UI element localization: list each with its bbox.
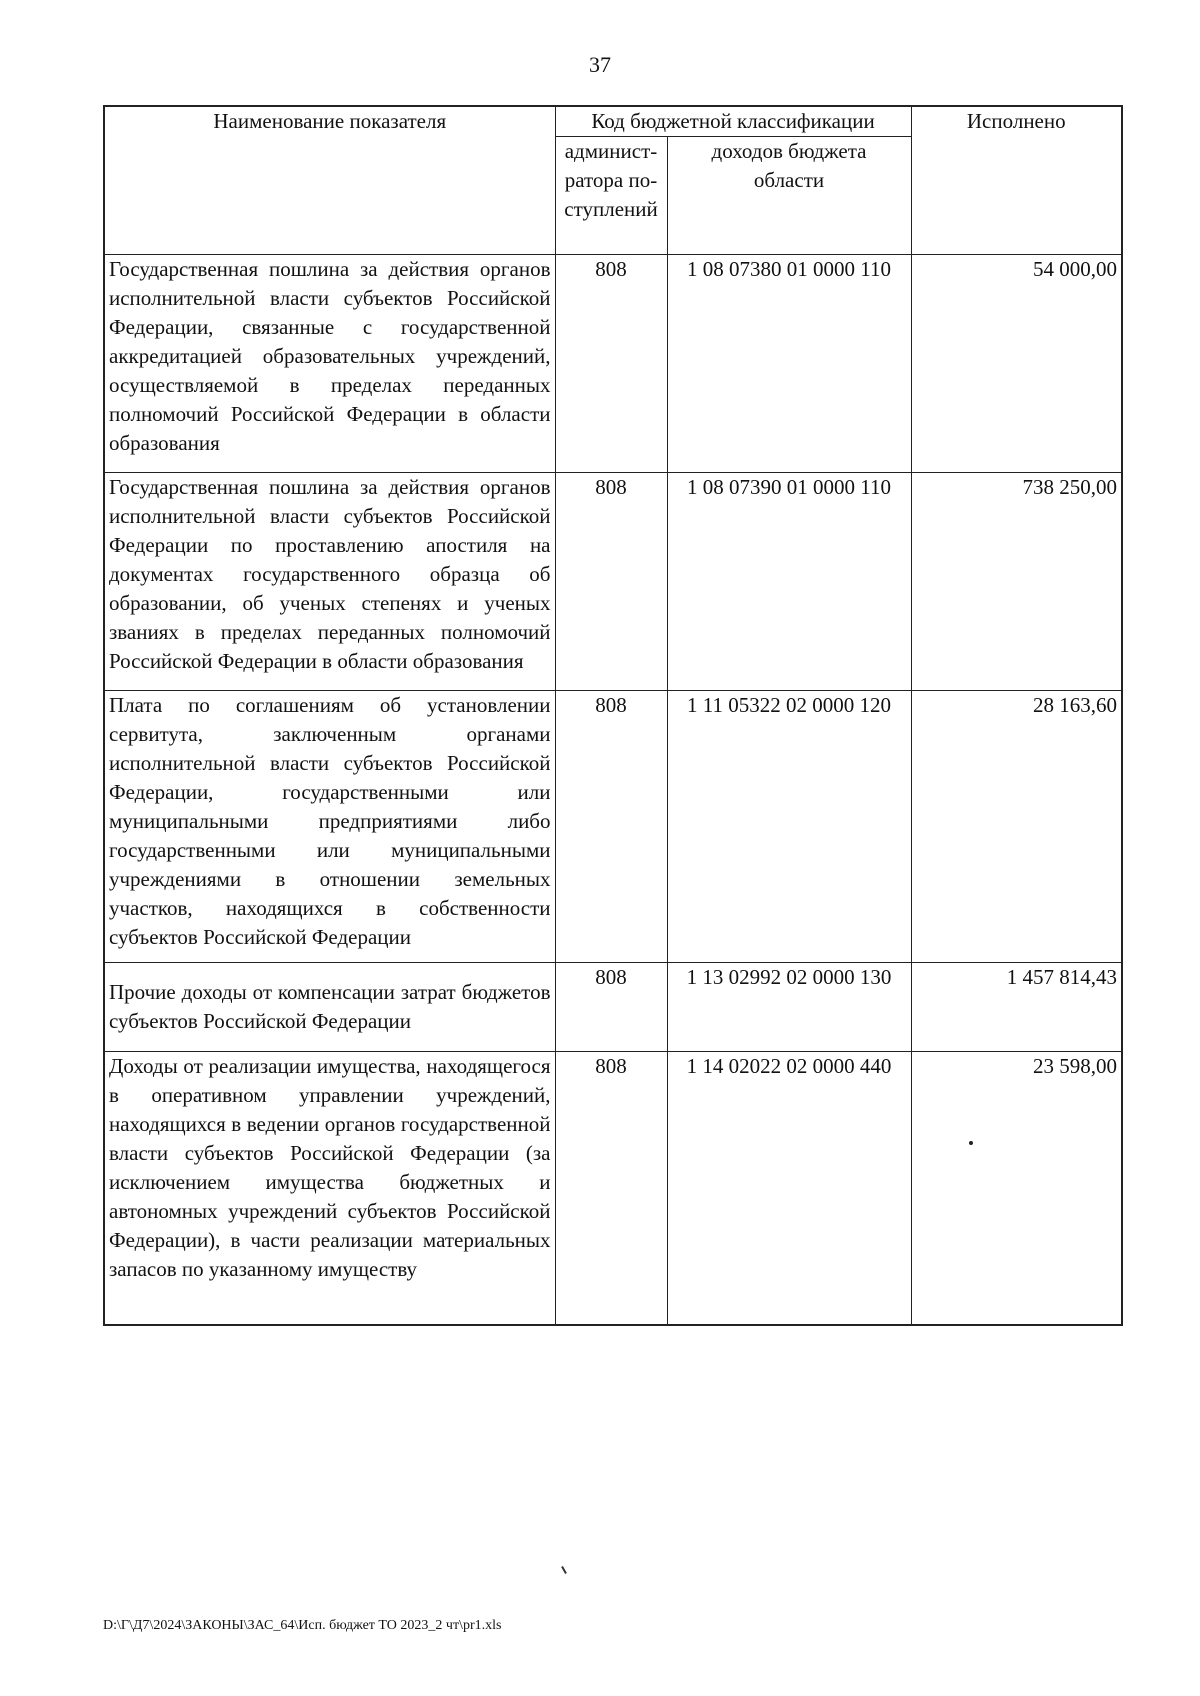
- row-income-code: 1 08 07380 01 0000 110: [667, 255, 911, 473]
- page-number: 37: [589, 52, 611, 77]
- header-executed: Исполнено: [911, 106, 1122, 255]
- row-amount: 738 250,00: [911, 473, 1122, 691]
- header-code-group: Код бюджетной классификации: [555, 106, 911, 137]
- header-admin: [555, 137, 667, 255]
- row-name: Плата по соглашениям об установлении сервитута, заключенным органами исполнительной власти субъектов Российской Федерации, государственными или муниципальными предприятиями либо государственными или муниципальными учреждениями в отношении земельных участков, находящихся в собственности субъектов Российской Федерации: [104, 691, 555, 963]
- row-name: Доходы от реализации имущества, находящегося в оперативном управлении учреждений, находящихся в ведении органов государственной власти субъектов Российской Федерации (за исключением имущества бюджетных и автономных учреждений субъектов Российской Федерации), в части реализации материальных запасов по указанному имуществу: [104, 1052, 555, 1325]
- row-admin-code: 808: [555, 691, 667, 963]
- footer-file-path: D:\Г\Д7\2024\ЗАКОНЫ\ЗАС_64\Исп. бюджет ТО 2023_2 чт\pr1.xls: [103, 1618, 502, 1633]
- row-amount: 54 000,00: [911, 255, 1122, 473]
- stray-dot-mark: [969, 1141, 973, 1145]
- header-admin-line: ступлений: [564, 197, 658, 221]
- row-amount: 1 457 814,43: [911, 963, 1122, 1052]
- row-income-code: 1 13 02992 02 0000 130: [667, 963, 911, 1052]
- row-income-code: 1 14 02022 02 0000 440: [667, 1052, 911, 1325]
- header-admin-line: ратора по-: [564, 168, 658, 192]
- table-row: [104, 255, 1122, 473]
- row-name: Прочие доходы от компенсации затрат бюджетов субъектов Российской Федерации: [104, 963, 555, 1052]
- row-admin-code: 808: [555, 1052, 667, 1325]
- table-row: [104, 473, 1122, 691]
- row-admin-code: 808: [555, 255, 667, 473]
- header-name: Наименование показателя: [104, 106, 555, 255]
- row-name: Государственная пошлина за действия органов исполнительной власти субъектов Российской Федерации, связанные с государственной аккредитацией образовательных учреждений, осуществляемой в пределах переданных полномочий Российской Федерации в области образования: [104, 255, 555, 473]
- table-row: [104, 691, 1122, 963]
- row-admin-code: 808: [555, 473, 667, 691]
- table-row: [104, 1052, 1122, 1325]
- row-amount: 23 598,00: [911, 1052, 1122, 1325]
- header-income: [667, 137, 911, 255]
- row-admin-code: 808: [555, 963, 667, 1052]
- header-row: [104, 106, 1122, 137]
- header-income-line: области: [753, 168, 825, 192]
- stray-scan-mark: [561, 1566, 567, 1574]
- header-income-line: доходов бюджета: [711, 139, 867, 163]
- table-row: [104, 963, 1122, 1052]
- header-admin-line: админист-: [564, 139, 658, 163]
- row-name: Государственная пошлина за действия органов исполнительной власти субъектов Российской Федерации по проставлению апостиля на документах государственного образца об образовании, об ученых степенях и ученых званиях в пределах переданных полномочий Российской Федерации в области образования: [104, 473, 555, 691]
- row-income-code: 1 08 07390 01 0000 110: [667, 473, 911, 691]
- row-income-code: 1 11 05322 02 0000 120: [667, 691, 911, 963]
- row-amount: 28 163,60: [911, 691, 1122, 963]
